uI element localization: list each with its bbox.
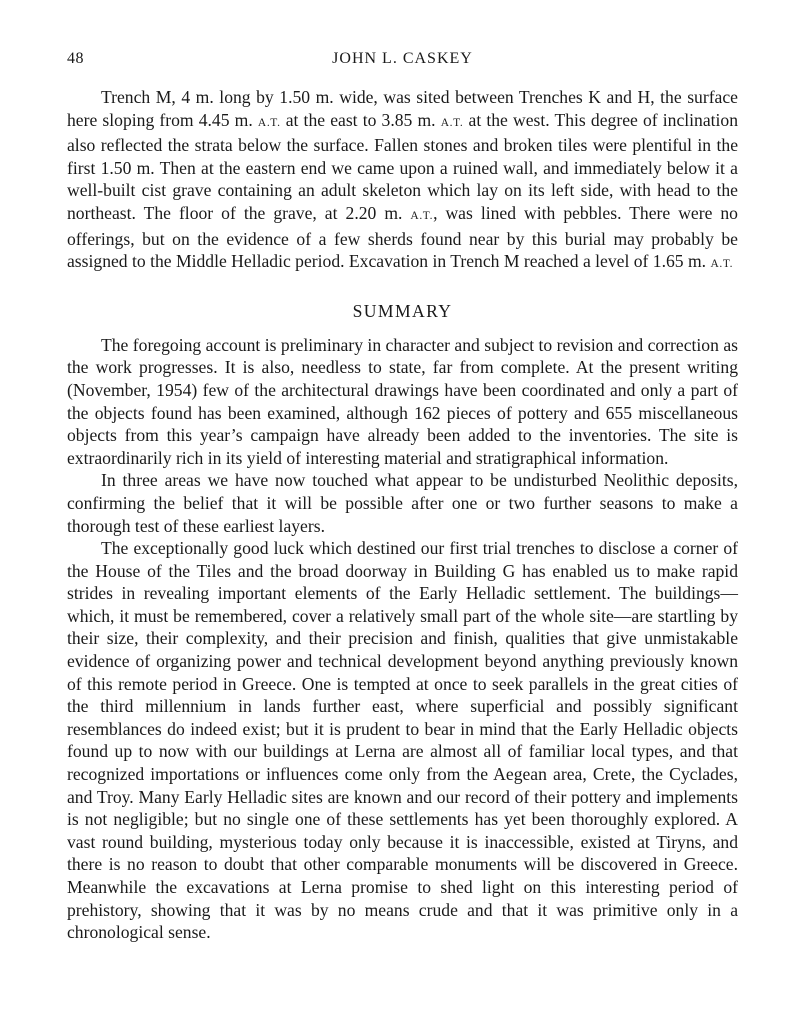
summary-paragraph-2: In three areas we have now touched what appear to be undisturbed Neolithic deposits, confirming the belief that it will be possible after one or two further seasons to make a thorough test of these earliest layers.: [67, 470, 738, 536]
running-head: [67, 44, 738, 74]
section-heading-summary: SUMMARY: [352, 300, 453, 321]
running-head-author: JOHN L. CASKEY: [332, 50, 473, 67]
trench-m-paragraph: Trench M, 4 m. long by 1.50 m. wide, was sited between Trenches K and H, the surface here sloping from 4.45 m. A.T. at the east to 3.85 m. A.T. at the west. This degree of inclination also reflected the strata below the surface. Fallen stones and broken tiles were plentiful in the first 1.50 m. Then at the eastern end we came upon a ruined wall, and immediately below it a well-built cist grave containing an adult skeleton which lay on its left side, with head to the northeast. The floor of the grave, at 2.20 m. A.T., was lined with pebbles. There were no offerings, but on the evidence of a few sherds found near by this burial may probably be assigned to the Middle Helladic period. Excavation in Trench M reached a level of 1.65 m. A.T.: [67, 87, 739, 272]
document-page: [67, 44, 738, 944]
summary-paragraph-1: The foregoing account is preliminary in character and subject to revision and correction as the work progresses. It is also, needless to state, far from complete. At the present writing (November, 1954) few of the architectural drawings have been coordinated and only a part of the objects found has been examined, although 162 pieces of pottery and 655 miscellaneous objects from this year’s campaign have already been added to the inventories. The site is extraordinarily rich in its yield of interesting material and stratigraphical information.: [67, 334, 738, 468]
page-number: 48: [67, 50, 84, 67]
summary-paragraph-3: The exceptionally good luck which destined our first trial trenches to disclose a corner of the House of the Tiles and the broad doorway in Building G has enabled us to make rapid strides in revealing important elements of the Early Helladic settlement. The buildings—which, it must be remembered, cover a relatively small part of the whole site—are startling by their size, their complexity, and their precision and finish, qualities that give unmistakable evidence of organizing power and technical development beyond anything previously known of this remote period in Greece. One is tempted at once to seek parallels in the great cities of the third millennium in lands further east, where superficial and possibly significant resemblances do indeed exist; but it is prudent to bear in mind that the Early Helladic objects found up to now with our buildings at Lerna are almost all of familiar local types, and that recognized importations or influences come only from the Aegean area, Crete, the Cyclades, and Troy. Many Early Helladic sites are known and our record of their pottery and implements is not negligible; but no single one of these settlements has yet been thoroughly explored. A vast round building, mysterious today only because it is inaccessible, existed at Tiryns, and there is no reason to doubt that other comparable monuments will be discovered in Greece. Meanwhile the excavations at Lerna promise to shed light on this interesting period of prehistory, showing that it was by no means crude and that it was primitive only in a chronological sense.: [67, 538, 738, 943]
